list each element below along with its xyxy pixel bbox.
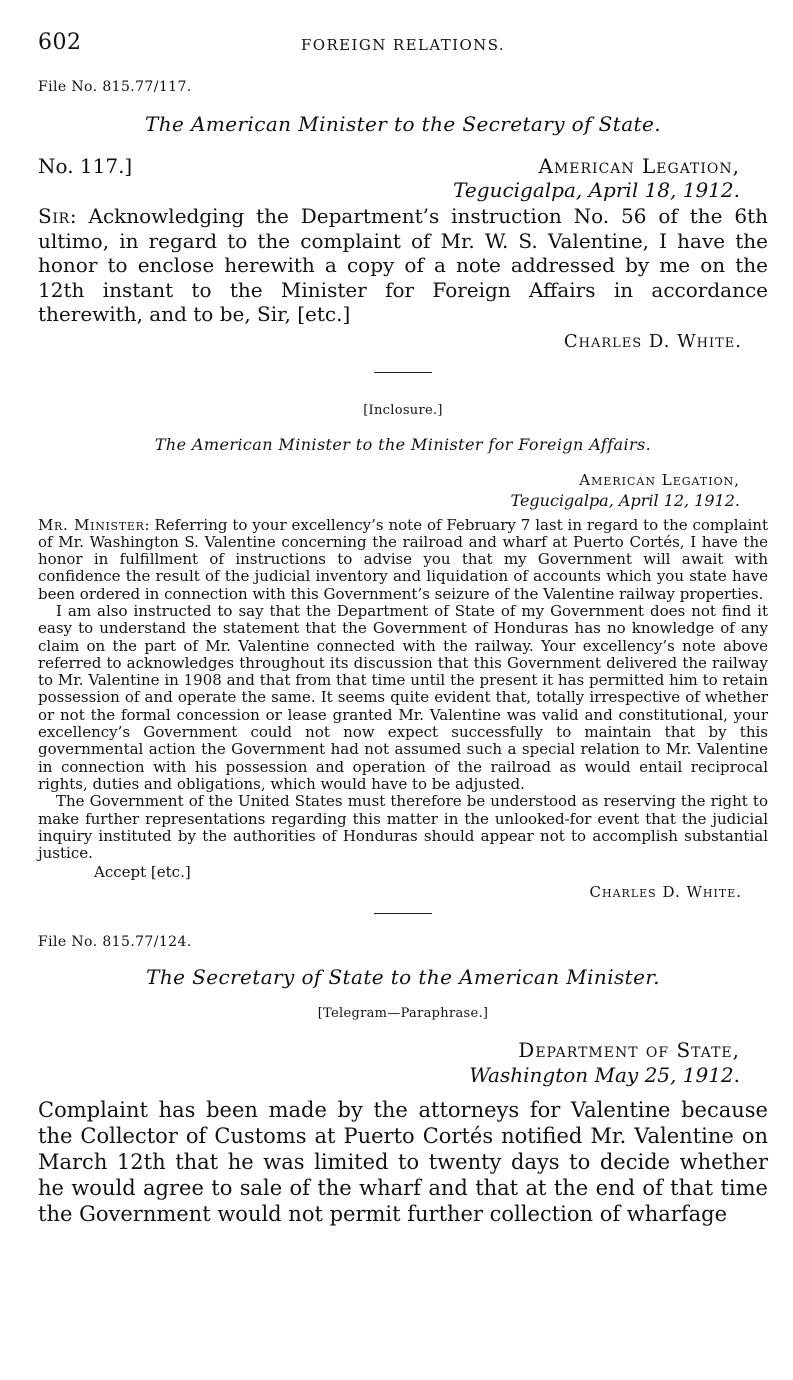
telegram-label: [Telegram—Paraphrase.]	[317, 1006, 489, 1022]
file-number-124: File No. 815.77/124.	[38, 934, 192, 951]
enclosure-paragraph-1	[38, 517, 768, 603]
section-divider-2	[374, 913, 432, 914]
signature-1: Charles D. White.	[563, 330, 742, 352]
salutation-1: Sir	[38, 204, 70, 228]
page-header	[38, 30, 768, 58]
salutation-2: Mr. Minister	[38, 515, 145, 534]
place-date-2: Tegucigalpa, April 12, 1912.	[510, 490, 740, 510]
document-page	[38, 30, 768, 1227]
enclosure-paragraph-2: I am also instructed to say that the Department of State of my Government does not find it easy to understand the statement that the Government of Honduras has no knowledge of any claim on the part of Mr. Valentine connected with the railway. Your excellency’s note above referred to acknowledges throughout its discussion that this Government delivered the railway to Mr. Valentine in 1908 and that from that time until the present it has permitted him to retain possession of and operate the same. It seems quite evident that, totally irrespective of whether or not the formal concession or lease granted Mr. Valentine was valid and constitutional, your excellency’s Government could not now expect successfully to maintain that by this governmental action the Government had not assumed such a special relation to Mr. Valentine in connection with his possession and operation of the railroad as would entail reciprocal rights, duties and obligations, which would have to be adjusted.	[38, 601, 768, 793]
enclosure-paragraph-3: The Government of the United States must therefore be understood as reserving the right to make further representations regarding this matter in the unlooked-for event that the judicial inquiry instituted by the authorities of Honduras should appear not to accomplish substantial justice.	[38, 792, 768, 863]
legation-label-2: American Legation,	[579, 470, 740, 489]
signature-2: Charles D. White.	[589, 883, 742, 902]
page-number: 602	[38, 30, 82, 55]
closing-phrase: Accept [etc.]	[94, 863, 191, 882]
letter-heading-row	[38, 154, 768, 182]
place-date-3: Washington May 25, 1912.	[469, 1063, 740, 1088]
letter-title-1: The American Minister to the Secretary of State.	[145, 112, 661, 136]
legation-label: American Legation,	[538, 154, 740, 178]
enclosure-text-1: : Referring to your excellency’s note of February 7 last in regard to the complaint of Mr. Washington S. Valentine concerning the railroad and wharf at Puerto Cortés, I have the honor in fulfillment of instructions to advise you that my Government will await with confidence the result of the judicial inventory and liquidation of accounts which you state have been ordered in connection with this Government’s seizure of the Valentine railway properties.	[38, 515, 768, 603]
letter-title-3: The Secretary of State to the American Minister.	[146, 965, 660, 990]
place-date-1: Tegucigalpa, April 18, 1912.	[453, 178, 740, 202]
inclosure-label: [Inclosure.]	[363, 402, 443, 418]
despatch-number: No. 117.]	[38, 154, 133, 178]
department-label: Department of State,	[518, 1038, 740, 1063]
letter-text-1: : Acknowledging the Department’s instruction No. 56 of the 6th ultimo, in regard to the complaint of Mr. W. S. Valentine, I have the honor to enclose herewith a copy of a note addressed by me on the 12th instant to the Minister for Foreign Affairs in accordance therewith, and to be, Sir, [etc.]	[38, 204, 768, 326]
running-head: FOREIGN RELATIONS.	[300, 36, 506, 54]
section-divider-1	[374, 372, 432, 373]
letter-title-2: The American Minister to the Minister for Foreign Affairs.	[154, 434, 652, 454]
letter-body-1	[38, 204, 768, 327]
telegram-body: Complaint has been made by the attorneys for Valentine because the Collector of Customs at Puerto Cortés notified Mr. Valentine on March 12th that he was limited to twenty days to decide whether he would agree to sale of the wharf and that at the end of that time the Government would not permit further collection of wharfage	[38, 1098, 768, 1227]
file-number-117: File No. 815.77/117.	[38, 79, 192, 95]
